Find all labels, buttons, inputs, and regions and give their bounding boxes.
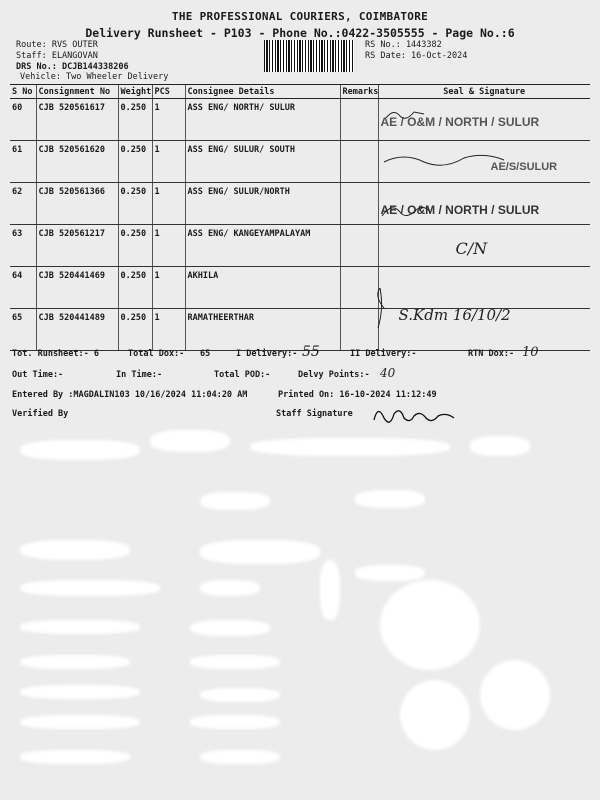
entered-by: Entered By :MAGDALIN103 10/16/2024 11:04:20 AM [12, 390, 248, 400]
verified-by-label: Verified By [12, 409, 69, 419]
row-consignee: ASS ENG/ SULUR/NORTH [185, 183, 340, 225]
rtn-dox-value: 10 [522, 345, 539, 360]
col-pcs: PCS [152, 85, 185, 99]
document-title: THE PROFESSIONAL COURIERS, COIMBATORE [171, 10, 429, 23]
handwritten-note: C/N [455, 239, 488, 258]
row-pcs: 1 [152, 183, 185, 225]
staff-label: Staff: ELANGOVAN [16, 51, 98, 61]
row-consignment-no: CJB 520441489 [36, 309, 118, 351]
col-consignment-no: Consignment No [36, 85, 118, 99]
row-consignee: AKHILA [185, 267, 340, 309]
row-consignee: RAMATHEERTHAR [185, 309, 340, 351]
row-pcs: 1 [152, 267, 185, 309]
row-weight: 0.250 [118, 183, 152, 225]
table-header-row [10, 85, 590, 99]
staff-signature-label: Staff Signature [276, 409, 353, 419]
row-consignee: ASS ENG/ KANGEYAMPALAYAM [185, 225, 340, 267]
total-dox-label: Total Dox:- [128, 349, 185, 359]
delivery-points-label: Delvy Points:- [298, 370, 370, 380]
total-pod-label: Total POD:- [214, 370, 271, 380]
in-time-label: In Time:- [116, 370, 163, 380]
col-consignee: Consignee Details [185, 85, 340, 99]
office-stamp: AE / O&M / NORTH / SULUR [380, 115, 540, 129]
document-subtitle: Delivery Runsheet - P103 - Phone No.:0422-3505555 - Page No.:6 [85, 26, 515, 40]
total-dox-value: 65 [200, 349, 211, 359]
route-label: Route: RVS OUTER [16, 40, 98, 50]
out-time-label: Out Time:- [12, 370, 64, 380]
row-weight: 0.250 [118, 99, 152, 141]
row-pcs: 1 [152, 141, 185, 183]
col-seal-signature: Seal & Signature [378, 85, 590, 99]
row-pcs: 1 [152, 99, 185, 141]
col-weight: Weight [118, 85, 152, 99]
row-sno: 61 [10, 141, 36, 183]
rs-date: RS Date: 16-Oct-2024 [365, 51, 468, 61]
row-sno: 64 [10, 267, 36, 309]
i-delivery-label: I Delivery:- [236, 349, 298, 359]
row-consignee: ASS ENG/ SULUR/ SOUTH [185, 141, 340, 183]
row-weight: 0.250 [118, 141, 152, 183]
office-stamp: AE/S/SULUR [490, 161, 558, 173]
row-consignee: ASS ENG/ NORTH/ SULUR [185, 99, 340, 141]
row-weight: 0.250 [118, 225, 152, 267]
delivery-points-value: 40 [380, 366, 396, 380]
vehicle-label: Vehicle: Two Wheeler Delivery [20, 72, 169, 82]
handwritten-signature: S.Kdm 16/10/2 [398, 306, 511, 324]
row-sno: 60 [10, 99, 36, 141]
row-pcs: 1 [152, 225, 185, 267]
printed-on: Printed On: 16-10-2024 11:12:49 [278, 390, 437, 400]
row-consignment-no: CJB 520561617 [36, 99, 118, 141]
row-consignment-no: CJB 520561620 [36, 141, 118, 183]
row-pcs: 1 [152, 309, 185, 351]
row-weight: 0.250 [118, 309, 152, 351]
row-consignment-no: CJB 520561217 [36, 225, 118, 267]
row-consignment-no: CJB 520441469 [36, 267, 118, 309]
col-remarks: Remarks [340, 85, 378, 99]
office-stamp: AE / O&M / NORTH / SULUR [380, 203, 540, 217]
drs-number: DRS No.: DCJB144338206 [16, 62, 129, 72]
barcode-image [264, 40, 354, 72]
row-sno: 63 [10, 225, 36, 267]
ii-delivery-label: II Delivery:- [350, 349, 417, 359]
row-weight: 0.250 [118, 267, 152, 309]
row-sno: 65 [10, 309, 36, 351]
signature-scribbles [370, 98, 590, 338]
total-runsheet: Tot. Runsheet:- 6 [12, 349, 99, 359]
rtn-dox-label: RTN Dox:- [468, 349, 515, 359]
row-consignment-no: CJB 520561366 [36, 183, 118, 225]
col-sno: S No [10, 85, 36, 99]
i-delivery-value: 55 [302, 344, 320, 360]
rs-number: RS No.: 1443382 [365, 40, 442, 50]
row-sno: 62 [10, 183, 36, 225]
staff-signature-scribble [370, 398, 470, 432]
